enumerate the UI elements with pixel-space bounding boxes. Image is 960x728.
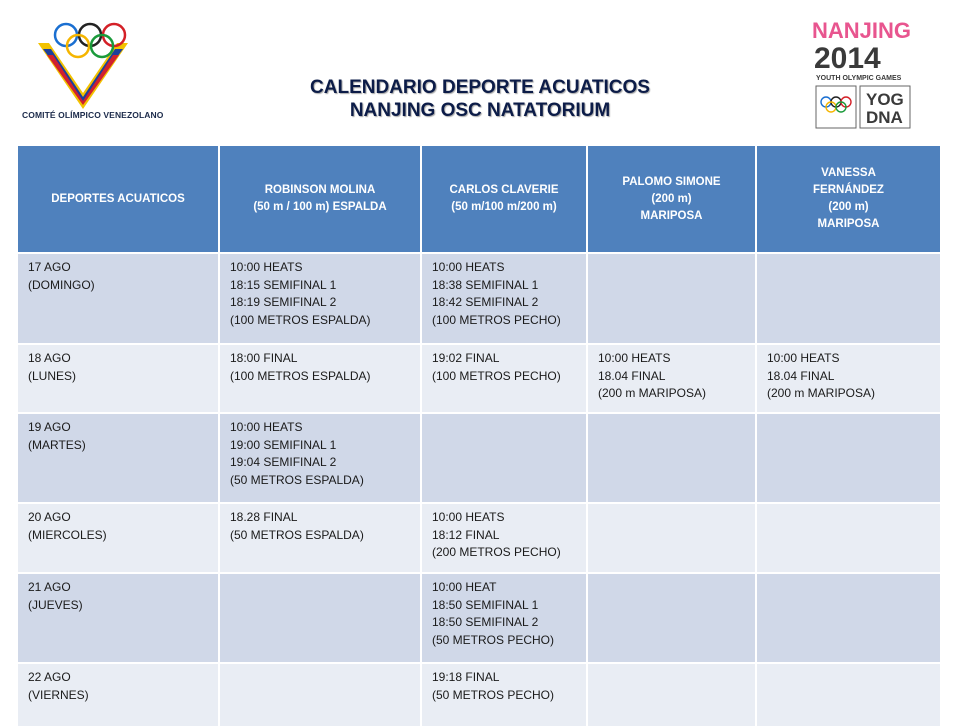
column-header-line: DEPORTES ACUATICOS xyxy=(51,192,185,205)
logo-dna: DNA xyxy=(866,108,903,127)
cell-line: (100 METROS PECHO) xyxy=(432,368,561,383)
cell-line: (200 m MARIPOSA) xyxy=(767,386,876,400)
cell-line: 18:00 FINAL xyxy=(230,351,298,365)
cell-line: 18.04 FINAL xyxy=(598,368,666,383)
schedule-table xyxy=(16,144,942,728)
event-cell xyxy=(587,663,756,727)
cell-line: 17 AGO xyxy=(28,260,71,274)
event-cell xyxy=(756,253,941,344)
event-cell xyxy=(219,573,421,663)
cell-line: (50 METROS ESPALDA) xyxy=(230,472,364,487)
cell-line: (LUNES) xyxy=(28,368,77,383)
event-cell xyxy=(756,573,941,663)
logo-subtitle: YOUTH OLYMPIC GAMES xyxy=(816,75,902,82)
cell-line: 18:50 SEMIFINAL 2 xyxy=(432,615,539,629)
event-cell xyxy=(421,503,587,573)
cell-line: (100 METROS ESPALDA) xyxy=(230,368,371,383)
date-cell xyxy=(17,344,219,413)
table-row xyxy=(17,253,941,344)
logo-year: 2014 xyxy=(814,42,881,75)
cell-line: (JUEVES) xyxy=(28,597,83,612)
column-header-line: (50 m/100 m/200 m) xyxy=(451,201,557,213)
column-header-line: FERNÁNDEZ xyxy=(813,184,884,196)
cell-line: 10:00 HEATS xyxy=(767,351,840,365)
event-cell xyxy=(421,344,587,413)
table-row xyxy=(17,344,941,413)
page-title xyxy=(250,76,710,122)
cell-line: 18:38 SEMIFINAL 1 xyxy=(432,277,539,292)
table-row xyxy=(17,573,941,663)
column-header-4 xyxy=(756,145,941,253)
cell-line: 18:42 SEMIFINAL 2 xyxy=(432,295,539,309)
cell-line: (MARTES) xyxy=(28,437,86,452)
cell-line: 10:00 HEATS xyxy=(432,510,505,524)
cell-line: 10:00 HEATS xyxy=(230,260,303,274)
cell-line: (VIERNES) xyxy=(28,687,89,702)
column-header-line: (200 m) xyxy=(651,192,692,205)
title-line-2: NANJING OSC NATATORIUM xyxy=(349,100,611,121)
event-cell xyxy=(587,503,756,573)
cell-line: (50 METROS PECHO) xyxy=(432,687,555,702)
cell-line: 19 AGO xyxy=(28,420,71,434)
event-cell xyxy=(219,413,421,503)
olympic-rings-venezuela-icon xyxy=(18,15,178,115)
cell-line: 10:00 HEATS xyxy=(432,260,505,274)
date-cell xyxy=(17,573,219,663)
event-cell xyxy=(421,573,587,663)
event-cell xyxy=(587,413,756,503)
event-cell xyxy=(587,344,756,413)
cell-line: 18:50 SEMIFINAL 1 xyxy=(432,597,539,612)
event-cell xyxy=(219,344,421,413)
cell-line: (100 METROS PECHO) xyxy=(432,312,561,327)
event-cell xyxy=(756,413,941,503)
column-header-line: (200 m) xyxy=(828,201,869,213)
cell-line: 18:15 SEMIFINAL 1 xyxy=(230,277,337,292)
event-cell xyxy=(421,663,587,727)
table-header-row xyxy=(17,145,941,253)
cell-line: 19:02 FINAL xyxy=(432,351,500,365)
cell-line: (200 METROS PECHO) xyxy=(432,545,561,559)
cell-line: 20 AGO xyxy=(28,510,71,524)
logo-yog: YOG xyxy=(866,90,904,109)
table-row xyxy=(17,663,941,727)
cell-line: 19:00 SEMIFINAL 1 xyxy=(230,437,337,452)
cell-line: 19:18 FINAL xyxy=(432,670,500,684)
column-header-line: CARLOS CLAVERIE xyxy=(449,184,559,196)
cell-line: 18 AGO xyxy=(28,351,71,365)
cell-line: 10:00 HEATS xyxy=(230,420,303,434)
cell-line: (50 METROS ESPALDA) xyxy=(230,527,364,542)
cell-line: 10:00 HEAT xyxy=(432,580,497,594)
column-header-line: ROBINSON MOLINA xyxy=(264,184,376,196)
cell-line: (DOMINGO) xyxy=(28,277,95,292)
table-row xyxy=(17,413,941,503)
date-cell xyxy=(17,663,219,727)
event-cell xyxy=(756,663,941,727)
date-cell xyxy=(17,503,219,573)
event-cell xyxy=(587,573,756,663)
cell-line: 18:19 SEMIFINAL 2 xyxy=(230,295,337,309)
cell-line: (MIERCOLES) xyxy=(28,527,107,542)
table-row xyxy=(17,503,941,573)
cell-line: 22 AGO xyxy=(28,670,71,684)
column-header-3 xyxy=(587,145,756,253)
event-cell xyxy=(219,663,421,727)
cell-line: 18:12 FINAL xyxy=(432,527,500,542)
nanjing-2014-logo xyxy=(808,10,920,130)
event-cell xyxy=(587,253,756,344)
column-header-line: (50 m / 100 m) ESPALDA xyxy=(253,201,387,213)
cell-line: 18.28 FINAL xyxy=(230,510,298,524)
title-line-1: CALENDARIO DEPORTE ACUATICOS xyxy=(310,77,650,98)
table-body xyxy=(17,253,941,727)
event-cell xyxy=(219,503,421,573)
column-header-line: PALOMO SIMONE xyxy=(622,175,721,188)
cell-line: (50 METROS PECHO) xyxy=(432,632,555,647)
column-header-line: MARIPOSA xyxy=(817,218,880,230)
nanjing-2014-emblem-icon xyxy=(808,10,920,130)
cell-line: 19:04 SEMIFINAL 2 xyxy=(230,455,337,469)
column-header-0 xyxy=(17,145,219,253)
cell-line: 10:00 HEATS xyxy=(598,351,671,365)
logo-word: NANJING xyxy=(812,18,912,43)
cell-line: 21 AGO xyxy=(28,580,71,594)
cell-line: (100 METROS ESPALDA) xyxy=(230,312,371,327)
column-header-2 xyxy=(421,145,587,253)
left-logo-caption: COMITÉ OLÍMPICO VENEZOLANO xyxy=(22,110,164,120)
event-cell xyxy=(756,344,941,413)
event-cell xyxy=(421,413,587,503)
cell-line: (200 m MARIPOSA) xyxy=(598,386,707,400)
venezuelan-olympic-committee-logo xyxy=(18,15,178,125)
event-cell xyxy=(756,503,941,573)
event-cell xyxy=(421,253,587,344)
column-header-line: MARIPOSA xyxy=(640,209,703,222)
column-header-line: VANESSA xyxy=(821,167,876,179)
date-cell xyxy=(17,253,219,344)
cell-line: 18.04 FINAL xyxy=(767,368,835,383)
event-cell xyxy=(219,253,421,344)
date-cell xyxy=(17,413,219,503)
column-header-1 xyxy=(219,145,421,253)
